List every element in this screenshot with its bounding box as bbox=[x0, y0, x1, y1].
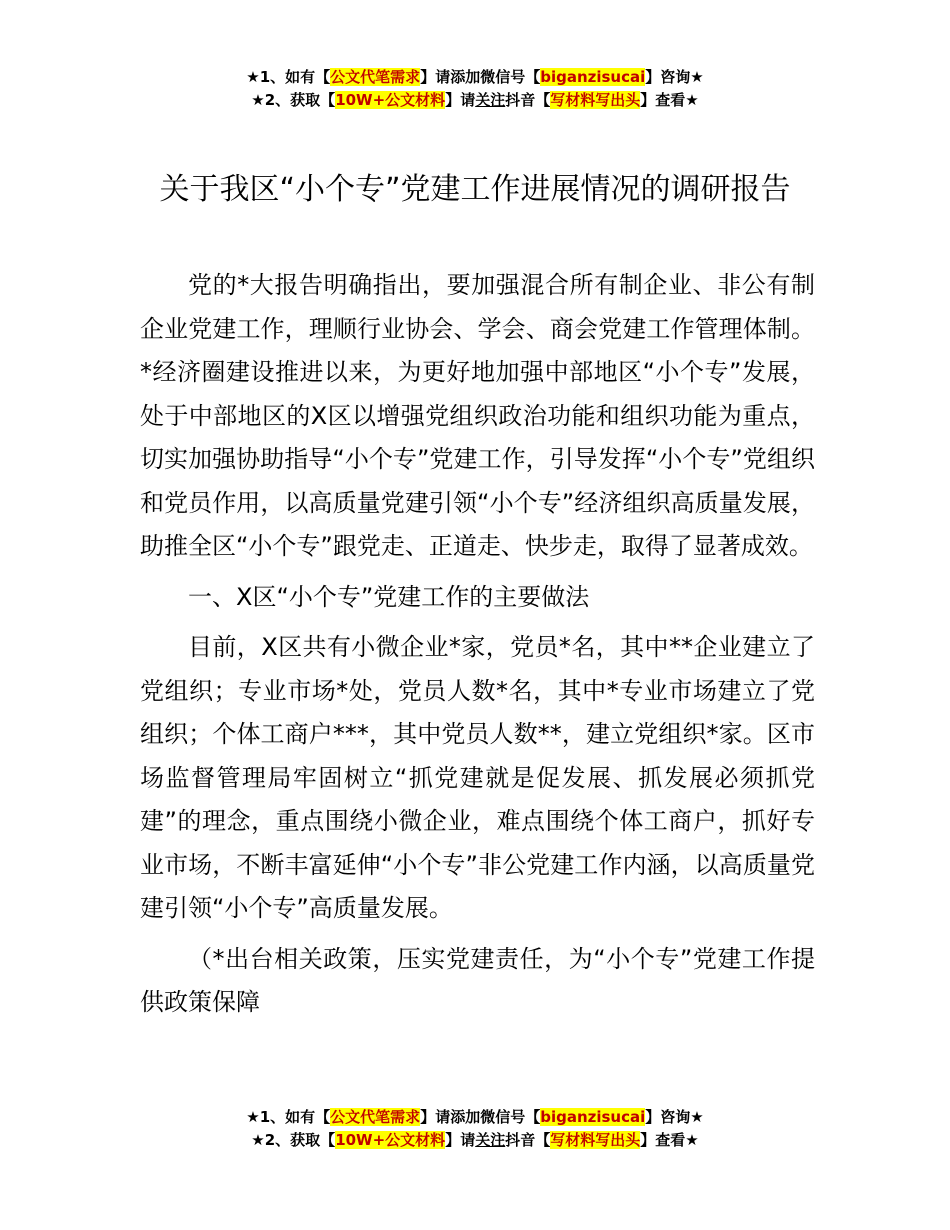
paragraph-intro: 党的*大报告明确指出，要加强混合所有制企业、非公有制企业党建工作，理顺行业协会、学会、商会党建工作管理体制。*经济圈建设推进以来，为更好地加强中部地区“小个专”发展，处于中部地区的X区以增强党组织政治功能和组织功能为重点，切实加强协助指导“小个专”党建工作，引导发挥“小个专”党组织和党员作用，以高质量党建引领“小个专”经济组织高质量发展，助推全区“小个专”跟党走、正道走、快步走，取得了显著成效。 bbox=[140, 271, 815, 560]
highlight-wechat-id: biganzisucai bbox=[540, 68, 646, 86]
banner-line-2: ★2、获取【10W+公文材料】请关注抖音【写材料写出头】查看★ bbox=[251, 91, 699, 109]
subsection-heading: （*出台相关政策，压实党建责任，为“小个专”党建工作提供政策保障 bbox=[140, 944, 815, 1016]
highlight-wechat-id: biganzisucai bbox=[540, 1108, 646, 1126]
highlight-materials: 10W+公文材料 bbox=[335, 1131, 446, 1149]
document-title: 关于我区“小个专”党建工作进展情况的调研报告 bbox=[159, 172, 791, 207]
document-body bbox=[140, 264, 815, 1025]
banner-line-2: ★2、获取【10W+公文材料】请关注抖音【写材料写出头】查看★ bbox=[251, 1131, 699, 1149]
highlight-service: 公文代笔需求 bbox=[330, 1108, 421, 1126]
highlight-account: 写材料写出头 bbox=[550, 91, 641, 109]
banner-line-1: ★1、如有【公文代笔需求】请添加微信号【biganzisucai】咨询★ bbox=[246, 68, 704, 86]
underline-follow: 关注 bbox=[475, 91, 506, 109]
footer-banner bbox=[0, 1106, 950, 1152]
section-heading-1: 一、X区“小个专”党建工作的主要做法 bbox=[188, 582, 590, 611]
highlight-service: 公文代笔需求 bbox=[330, 68, 421, 86]
underline-follow: 关注 bbox=[475, 1131, 506, 1149]
highlight-account: 写材料写出头 bbox=[550, 1131, 641, 1149]
paragraph-overview: 目前，X区共有小微企业*家，党员*名，其中**企业建立了党组织；专业市场*处，党员人数*名，其中*专业市场建立了党组织；个体工商户***，其中党员人数**，建立党组织*家。区市场监督管理局牢固树立“抓党建就是促发展、抓发展必须抓党建”的理念，重点围绕小微企业，难点围绕个体工商户，抓好专业市场，不断丰富延伸“小个专”非公党建工作内涵，以高质量党建引领“小个专”高质量发展。 bbox=[140, 633, 815, 922]
banner-line-1: ★1、如有【公文代笔需求】请添加微信号【biganzisucai】咨询★ bbox=[246, 1108, 704, 1126]
header-banner bbox=[0, 66, 950, 112]
highlight-materials: 10W+公文材料 bbox=[335, 91, 446, 109]
